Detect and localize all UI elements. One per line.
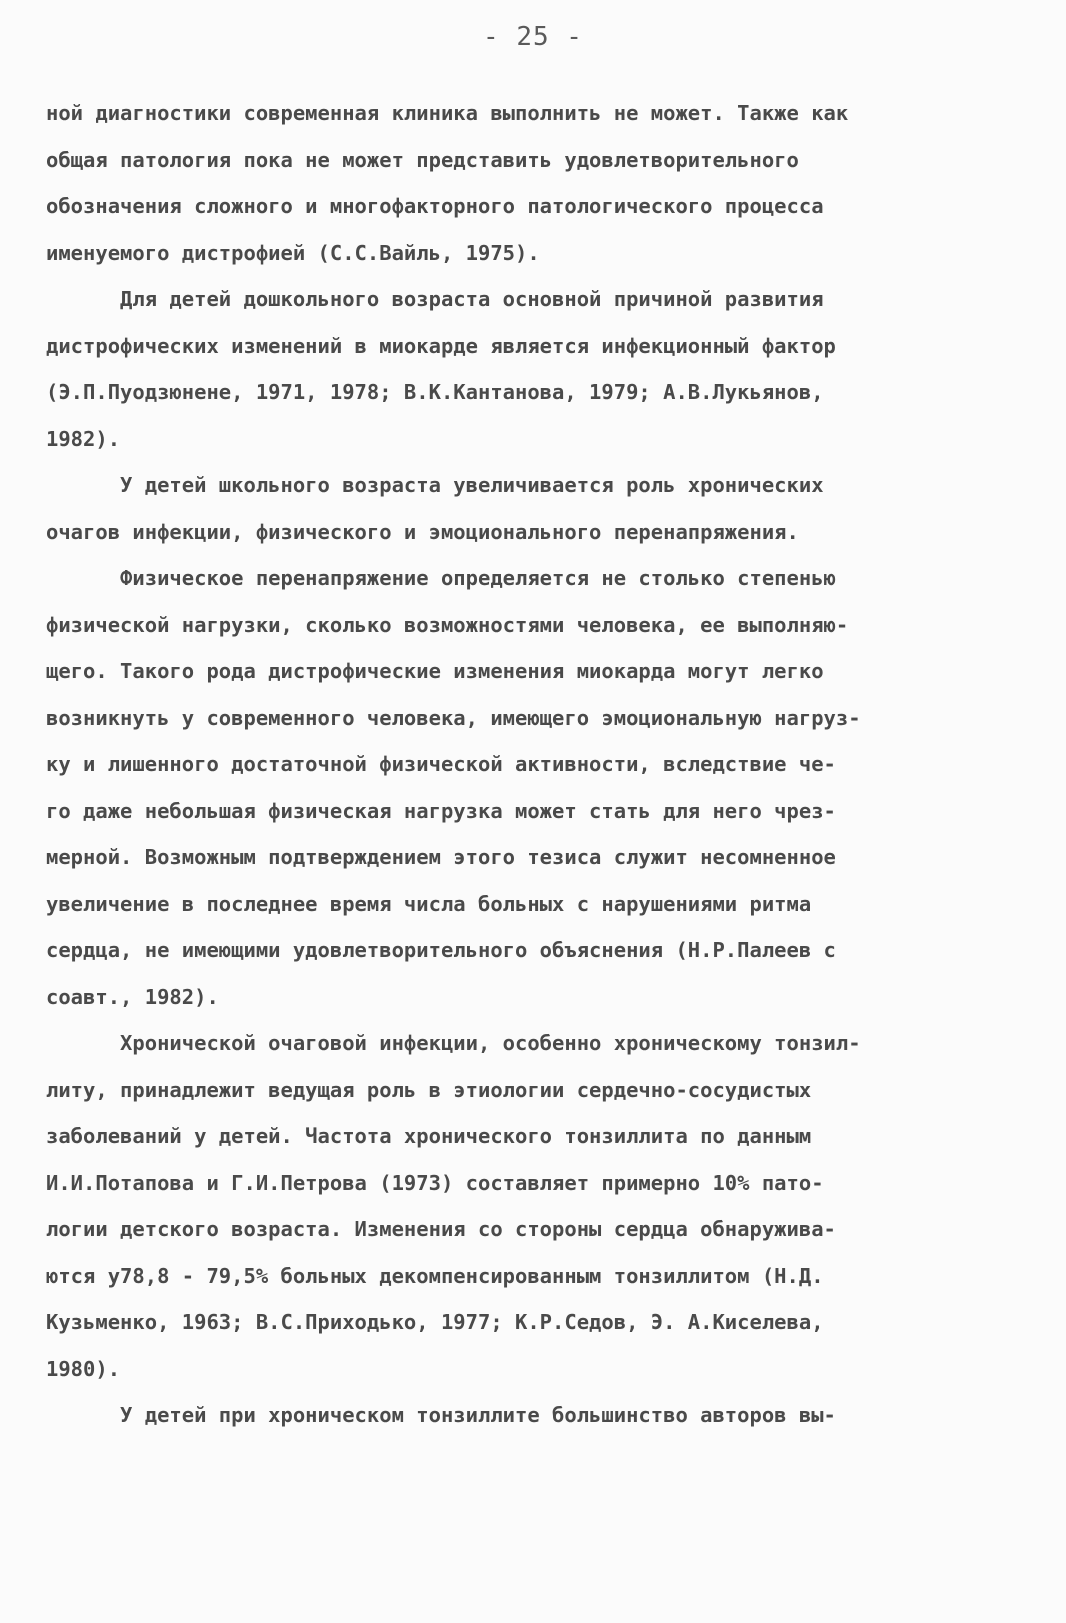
text-line: Хронической очаговой инфекции, особенно хроническому тонзил- bbox=[46, 1031, 861, 1055]
text-line: литу, принадлежит ведущая роль в этиологии сердечно-сосудистых bbox=[46, 1077, 812, 1102]
paragraph bbox=[46, 1020, 1026, 1392]
text-line: У детей школьного возраста увеличивается роль хронических bbox=[46, 473, 824, 497]
text-line: ку и лишенного достаточной физической активности, вследствие че- bbox=[46, 752, 836, 776]
text-line: Физическое перенапряжение определяется не столько степенью bbox=[46, 566, 836, 590]
text-line: ются у78,8 - 79,5% больных декомпенсированным тонзиллитом (Н.Д. bbox=[46, 1263, 824, 1288]
page-number: - 25 - bbox=[483, 22, 583, 52]
document-body bbox=[46, 90, 1026, 1439]
text-line: физической нагрузки, сколько возможностями человека, ее выполняю- bbox=[46, 612, 849, 637]
text-line: обозначения сложного и многофакторного патологического процесса bbox=[46, 194, 824, 218]
text-line: 1980). bbox=[46, 1356, 121, 1381]
paragraph bbox=[46, 462, 1026, 555]
text-line: сердца, не имеющими удовлетворительного объяснения (Н.Р.Палеев с bbox=[46, 938, 836, 962]
text-line: И.И.Потапова и Г.И.Петрова (1973) составляет примерно 10% пато- bbox=[46, 1170, 824, 1195]
paragraph bbox=[46, 276, 1026, 462]
text-line: ной диагностики современная клиника выполнить не может. Также как bbox=[46, 101, 849, 125]
text-line: возникнуть у современного человека, имеющего эмоциональную нагруз- bbox=[46, 705, 861, 730]
text-line: увеличение в последнее время числа больных с нарушениями ритма bbox=[46, 891, 812, 916]
paragraph bbox=[46, 90, 1026, 276]
paragraph bbox=[46, 1392, 1026, 1439]
text-line: го даже небольшая физическая нагрузка может стать для него чрез- bbox=[46, 798, 836, 823]
text-line: (Э.П.Пуодзюнене, 1971, 1978; В.К.Кантанова, 1979; А.В.Лукьянов, bbox=[46, 380, 824, 404]
text-line: Кузьменко, 1963; В.С.Приходько, 1977; К.Р.Седов, Э. А.Киселева, bbox=[46, 1310, 824, 1334]
paragraph bbox=[46, 555, 1026, 1020]
text-line: очагов инфекции, физического и эмоционального перенапряжения. bbox=[46, 519, 799, 544]
text-line: мерной. Возможным подтверждением этого тезиса служит несомненное bbox=[46, 845, 836, 869]
text-line: именуемого дистрофией (С.С.Вайль, 1975). bbox=[46, 240, 540, 265]
text-line: общая патология пока не может представить удовлетворительного bbox=[46, 147, 799, 172]
text-line: щего. Такого рода дистрофические изменения миокарда могут легко bbox=[46, 659, 824, 683]
text-line: заболеваний у детей. Частота хронического тонзиллита по данным bbox=[46, 1124, 812, 1148]
text-line: дистрофических изменений в миокарде является инфекционный фактор bbox=[46, 333, 836, 358]
text-line: соавт., 1982). bbox=[46, 984, 219, 1009]
text-line: логии детского возраста. Изменения со стороны сердца обнаружива- bbox=[46, 1217, 836, 1241]
text-line: 1982). bbox=[46, 426, 121, 451]
text-line: Для детей дошкольного возраста основной причиной развития bbox=[46, 287, 824, 311]
text-line: У детей при хроническом тонзиллите большинство авторов вы- bbox=[46, 1403, 836, 1427]
